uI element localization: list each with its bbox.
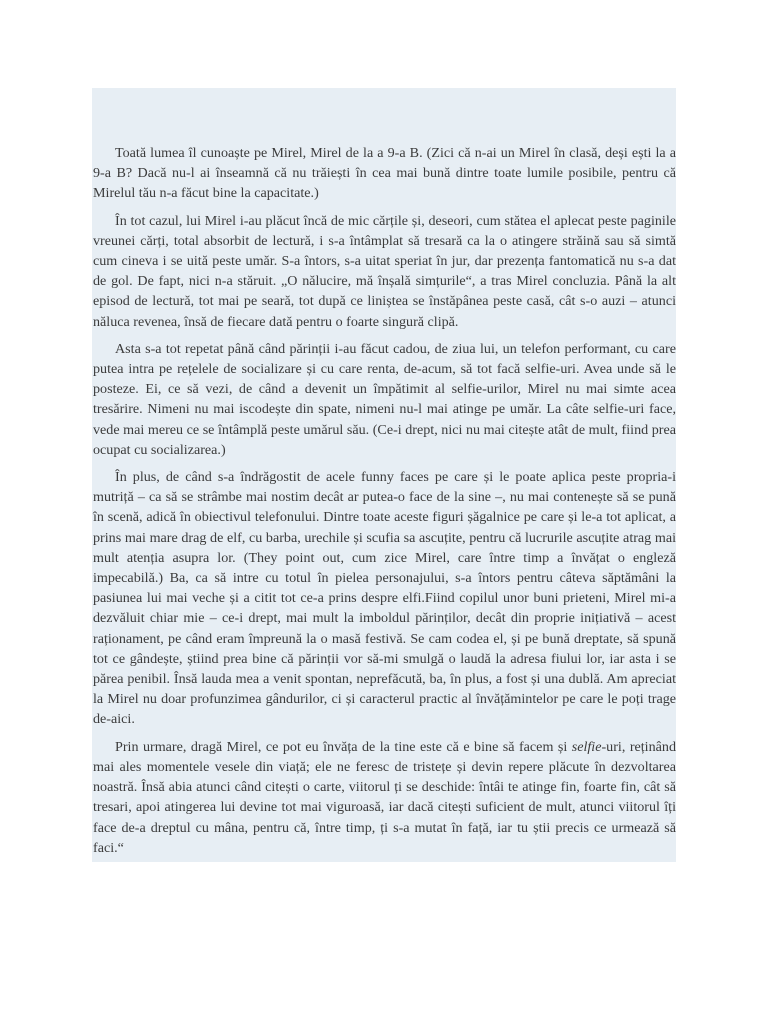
document-text (93, 143, 676, 858)
paragraph-5-italic-word: selfie (571, 738, 602, 755)
paragraph-3: Asta s-a tot repetat până când părinții i-au făcut cadou, de ziua lui, un telefon performant, cu care putea intra pe rețelele de socializare și cu care renta, de-acum, să tot facă selfie-uri. Avea unde să le posteze. Ei, ce să vezi, de când a devenit un împătimit al selfie-urilor, Mirel nu mai simte acea tresărire. Nimeni nu mai iscodește din spate, nimeni nu-l mai atinge pe umăr. La câte selfie-uri face, vede mai mereu ce se întâmplă peste umărul său. (Ce-i drept, nici nu mai citește atât de mult, fiind prea ocupat cu socializarea.) (93, 340, 676, 458)
paragraph-5 (93, 737, 676, 858)
paragraph-2: În tot cazul, lui Mirel i-au plăcut încă de mic cărțile și, deseori, cum stătea el aplecat peste paginile vreunei cărți, total absorbit de lectură, i s-a întâmplat să tresară ca la o atingere străină sau să simtă cum cineva i se uită peste umăr. S-a întors, s-a uitat speriat în jur, dar prezența fantomatică nu s-a dat de gol. De fapt, nici n-a stăruit. „O nălucire, mă înșală simțurile“, a tras Mirel concluzia. Până la alt episod de lectură, tot mai pe seară, tot după ce liniștea se înstăpânea peste casă, cât s-o auzi – atunci năluca revenea, însă de fiecare dată pentru o foarte singură clipă. (93, 212, 676, 330)
paragraph-4: În plus, de când s-a îndrăgostit de acele funny faces pe care și le poate aplica peste propria-i mutriță – ca să se strâmbe mai nostim decât ar putea-o face de la sine –, nu mai contenește să se pună în scenă, adică în obiectivul telefonului. Dintre toate aceste figuri șăgalnice pe care și le-a tot aplicat, a prins mai mare drag de elf, cu barba, urechile și scufia sa ascuțite, pentru că lucrurile ascuțite atrag mai mult atenția asupra lor. (They point out, cum zice Mirel, care între timp a învățat o engleză impecabilă.) Ba, ca să intre cu totul în pielea personajului, s-a întors pentru câteva săptămâni la pasiunea lui mai veche și a citit tot ce-a prins despre elfi.Fiind copilul unor buni prieteni, Mirel mi-a dezvăluit chiar mie – ce-i drept, mai mult la imboldul părinților, decât din proprie inițiativă – acest raționament, pe când eram împreună la o masă festivă. Se cam codea el, și pe bună dreptate, să spună tot ce gândește, știind prea bine că părinții vor să-mi smulgă o laudă la adresa fiului lor, iar asta i se părea penibil. Însă lauda mea a venit spontan, neprefăcută, ba, în plus, a fost și una dublă. Am apreciat la Mirel nu doar profunzimea gândurilor, ci și caracterul practic al învățămintelor pe care le poți trage de-aici. (93, 469, 676, 728)
paragraph-5-start: Prin urmare, dragă Mirel, ce pot eu învăța de la tine este că e bine să facem și (115, 738, 572, 755)
paragraph-5-end: -uri, reținând mai ales momentele vesele din viață; ele ne feresc de tristețe și devin repere plăcute în dezvoltarea noastră. Însă abia atunci când citești o carte, viitorul ți se deschide: întâi te atinge fin, foarte fin, cât să tresari, apoi atingerea lui devine tot mai viguroasă, iar dacă citești suficient de mult, atunci viitorul îți face de-a dreptul cu mâna, pentru că, între timp, ți s-a mutat în față, iar tu știi precis ce urmează să faci.“ (93, 738, 676, 856)
paragraph-1: Toată lumea îl cunoaște pe Mirel, Mirel de la a 9-a B. (Zici că n-ai un Mirel în clasă, deși ești la a 9-a B? Dacă nu-l ai înseamnă că nu trăiești în cea mai bună dintre toate lumile posibile, pentru că Mirelul tău n-a făcut bine la capacitate.) (93, 145, 676, 202)
